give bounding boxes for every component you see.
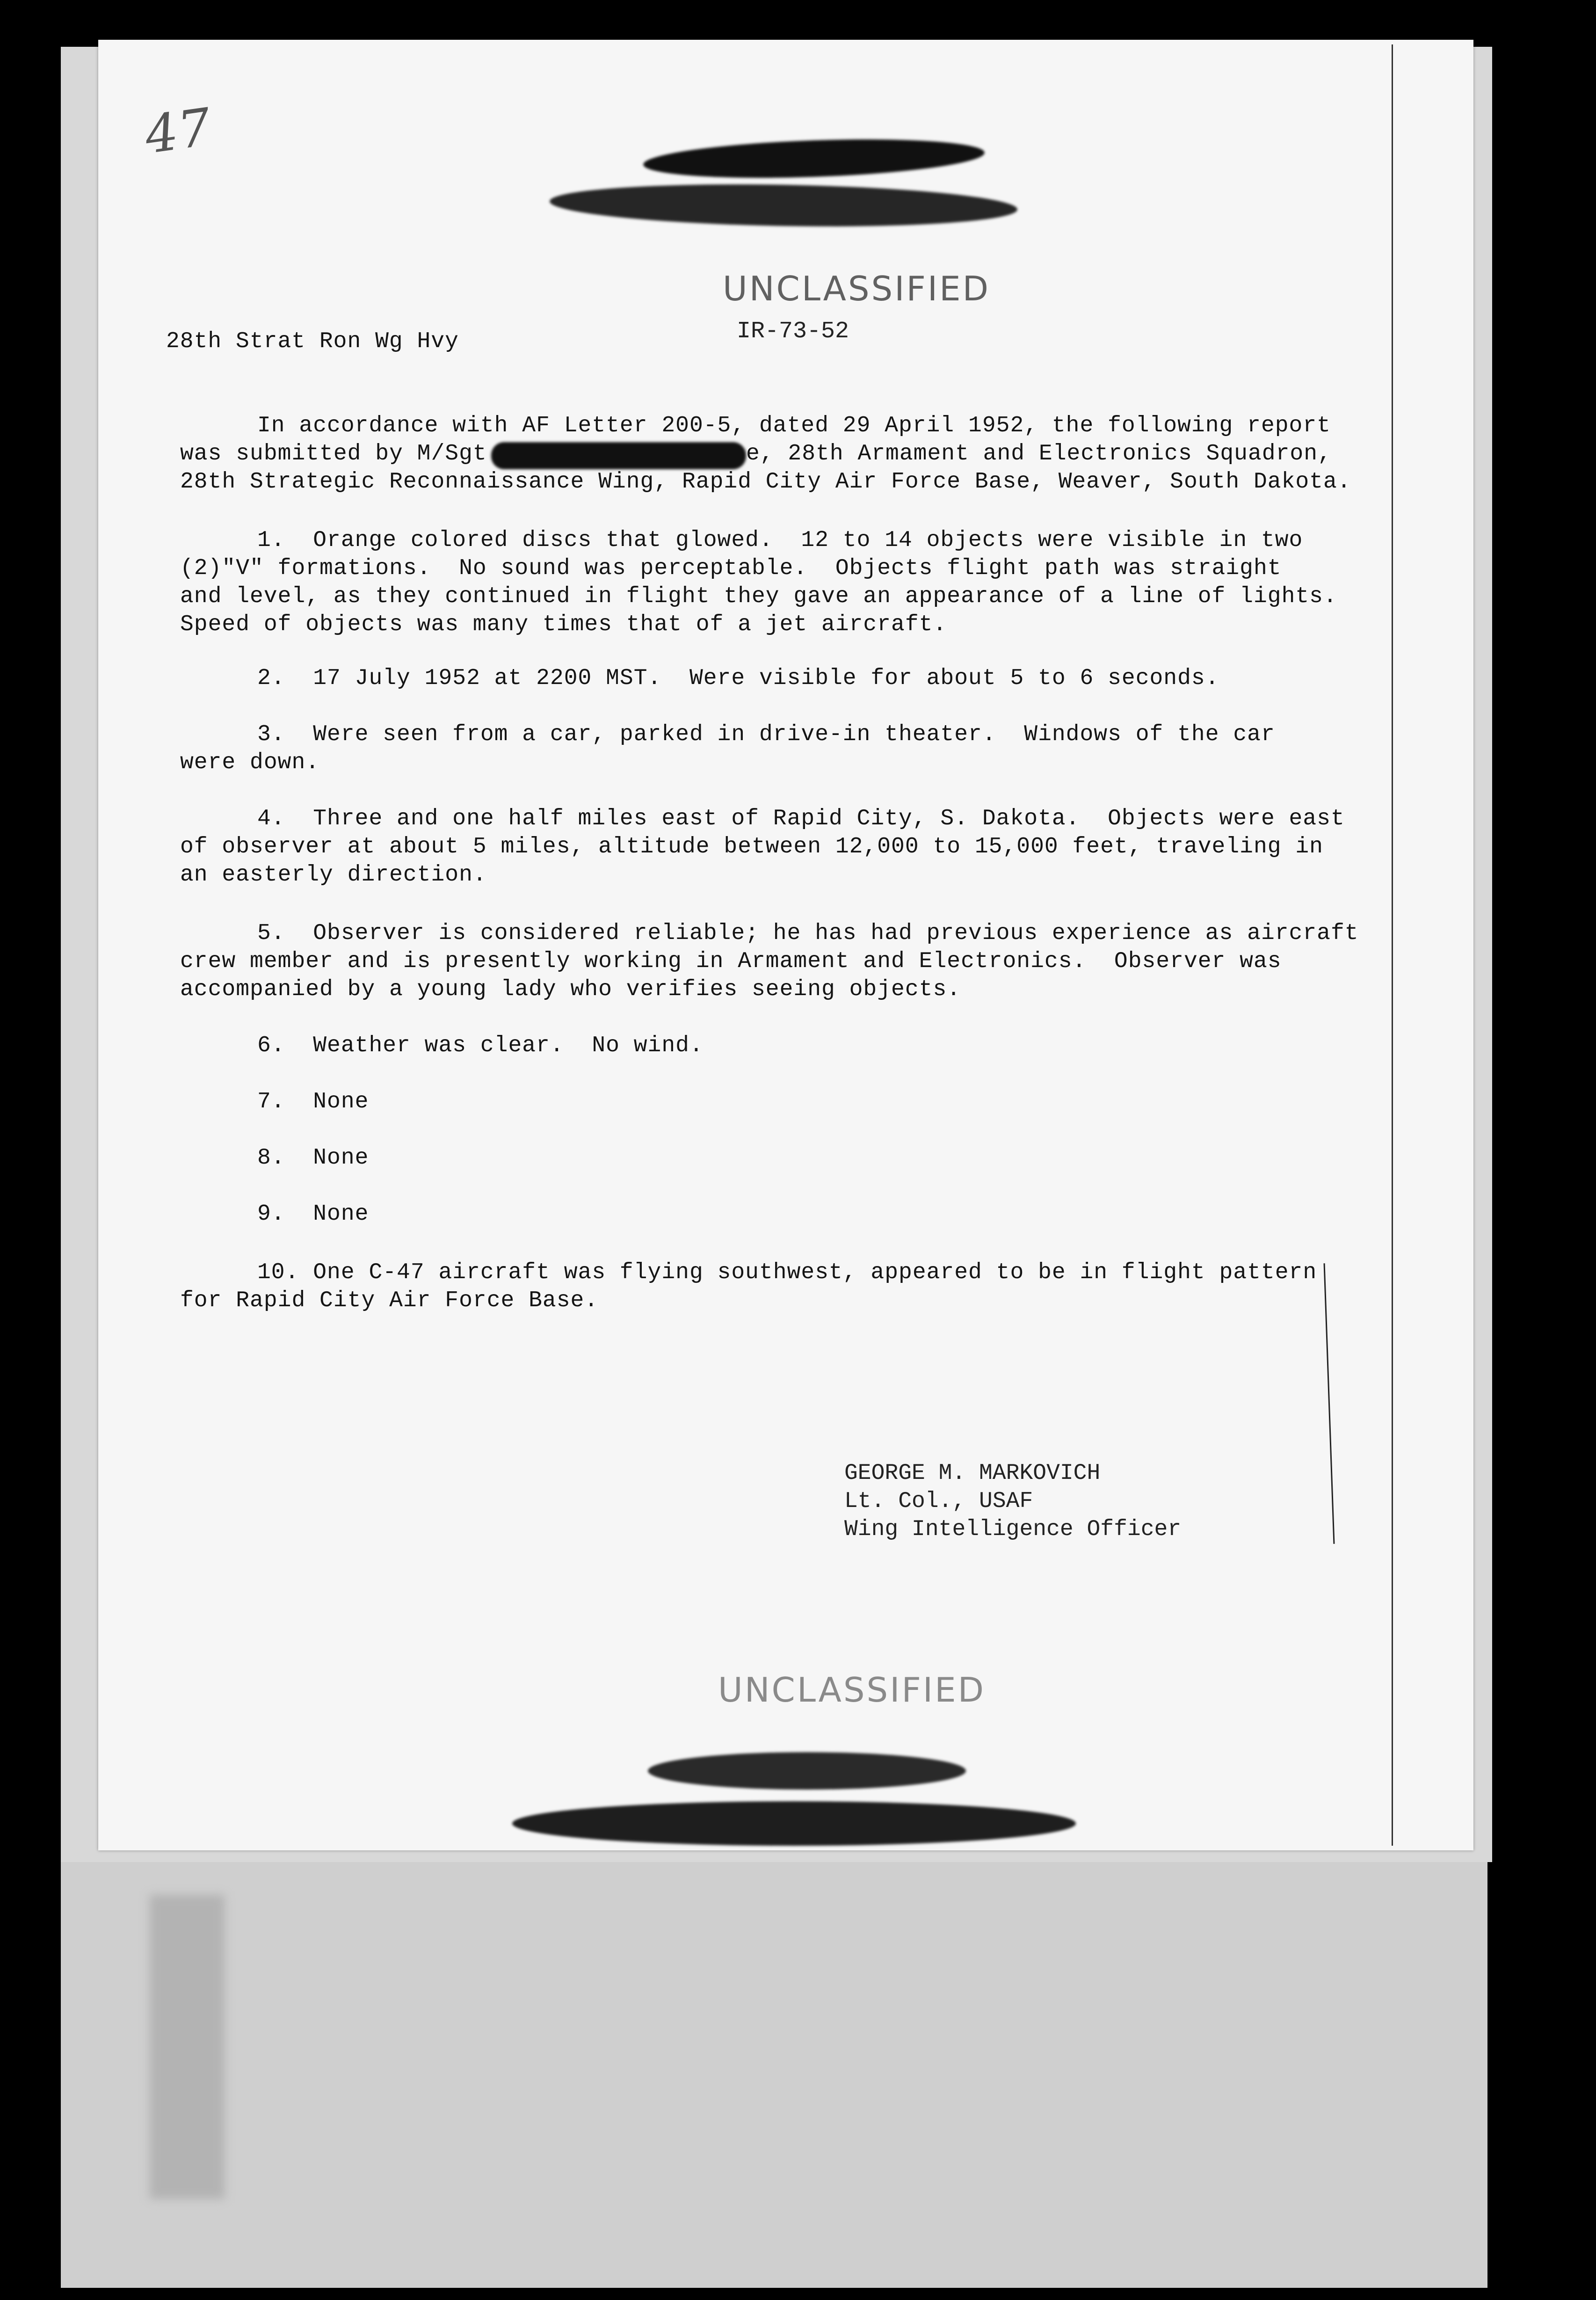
signature-title: Wing Intelligence Officer bbox=[844, 1517, 1182, 1542]
signature-name: GEORGE M. MARKOVICH bbox=[844, 1461, 1101, 1486]
item-5-line-3: accompanied by a young lady who verifies seeing objects. bbox=[180, 977, 961, 1002]
item-3-line-2: were down. bbox=[180, 750, 320, 775]
item-10-line-1: 10. One C-47 aircraft was flying southwest, appeared to be in flight pattern bbox=[257, 1260, 1317, 1285]
intro-line-2a: was submitted by M/Sgt bbox=[180, 441, 487, 466]
item-5-line-1: 5. Observer is considered reliable; he has had previous experience as aircraft bbox=[257, 921, 1359, 946]
film-lower-area bbox=[61, 1839, 1487, 2288]
item-8-line-1: 8. None bbox=[257, 1145, 369, 1171]
corner-handwritten-mark: 47 bbox=[141, 96, 216, 166]
intro-line-2b: e, 28th Armament and Electronics Squadron, bbox=[746, 441, 1332, 466]
name-redaction bbox=[491, 442, 746, 469]
item-4-line-2: of observer at about 5 miles, altitude between 12,000 to 15,000 feet, traveling in bbox=[180, 834, 1323, 859]
item-1-line-4: Speed of objects was many times that of a jet aircraft. bbox=[180, 612, 947, 637]
document-edge-line bbox=[1392, 44, 1393, 1846]
item-5-line-2: crew member and is presently working in Armament and Electronics. Observer was bbox=[180, 949, 1282, 974]
item-4-line-1: 4. Three and one half miles east of Rapid City, S. Dakota. Objects were east bbox=[257, 806, 1345, 831]
item-2-line-1: 2. 17 July 1952 at 2200 MST. Were visible for about 5 to 6 seconds. bbox=[257, 666, 1219, 691]
item-10-line-2: for Rapid City Air Force Base. bbox=[180, 1288, 599, 1313]
item-1-line-1: 1. Orange colored discs that glowed. 12 to 14 objects were visible in two bbox=[257, 528, 1303, 553]
top-classification-stamp: UNCLASSIFIED bbox=[723, 269, 991, 308]
bottom-redaction-2 bbox=[512, 1801, 1076, 1846]
item-7-line-1: 7. None bbox=[257, 1089, 369, 1114]
intro-line-1: In accordance with AF Letter 200-5, dated 29 April 1952, the following report bbox=[257, 413, 1331, 438]
bottom-classification-stamp: UNCLASSIFIED bbox=[718, 1670, 986, 1710]
item-6-line-1: 6. Weather was clear. No wind. bbox=[257, 1033, 704, 1058]
item-3-line-1: 3. Were seen from a car, parked in drive-in theater. Windows of the car bbox=[257, 722, 1275, 747]
film-lower-shadow bbox=[150, 1895, 225, 2199]
intro-line-3: 28th Strategic Reconnaissance Wing, Rapid City Air Force Base, Weaver, South Dakota. bbox=[180, 469, 1351, 495]
report-number: IR-73-52 bbox=[737, 318, 849, 345]
unit-heading: 28th Strat Ron Wg Hvy bbox=[166, 329, 459, 354]
bottom-redaction-1 bbox=[648, 1752, 966, 1790]
item-9-line-1: 9. None bbox=[257, 1201, 369, 1227]
item-1-line-3: and level, as they continued in flight they gave an appearance of a line of lights. bbox=[180, 584, 1337, 609]
signature-rank: Lt. Col., USAF bbox=[844, 1489, 1033, 1514]
item-1-line-2: (2)"V" formations. No sound was perceptable. Objects flight path was straight bbox=[180, 556, 1282, 581]
item-4-line-3: an easterly direction. bbox=[180, 862, 487, 888]
